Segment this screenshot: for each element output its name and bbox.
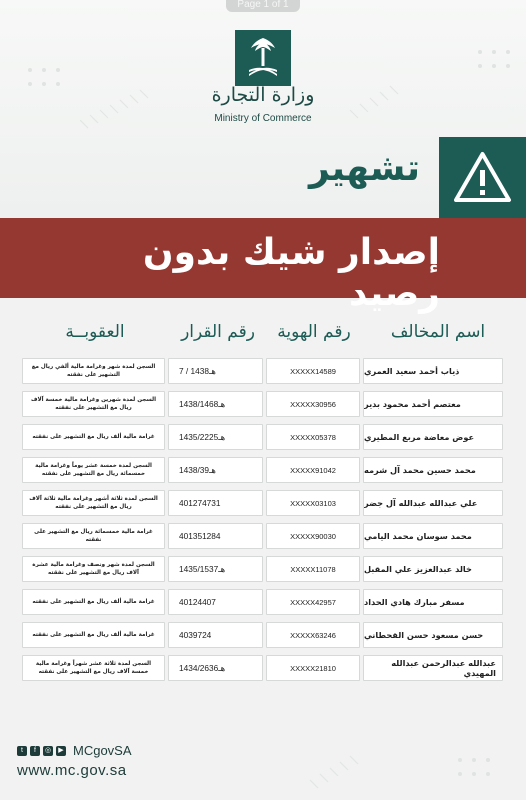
cell-decision: 1435/1537هـ — [168, 556, 263, 582]
cell-decision: 1434/2636هـ — [168, 655, 263, 681]
table-row — [0, 589, 526, 615]
table-row — [0, 556, 526, 582]
cell-id: XXXXX90030 — [266, 523, 360, 549]
header-id: رقم الهوية — [277, 322, 351, 342]
header-penalty: العقوبــة — [65, 322, 125, 342]
cell-name: محمد حسين محمد آل شرمه — [363, 457, 503, 483]
table-row — [0, 490, 526, 516]
cell-decision: 401274731 — [168, 490, 263, 516]
youtube-icon[interactable]: ▶ — [56, 746, 66, 756]
cell-decision: 401351284 — [168, 523, 263, 549]
cell-id: XXXXX91042 — [266, 457, 360, 483]
cell-penalty: السجن لمدة ثلاثة أشهر وغرامة مالية ثلاثة آلاف ريال مع التشهير على نفقته — [22, 490, 165, 516]
cell-name: ذياب أحمد سعيد العمري — [363, 358, 503, 384]
table-row — [0, 457, 526, 483]
cell-decision: 40124407 — [168, 589, 263, 615]
ministry-name-arabic: وزارة التجارة — [211, 84, 315, 106]
table-row — [0, 655, 526, 681]
section-title: تشهير — [308, 148, 420, 189]
cell-name: علي عبدالله عبدالله آل جضر — [363, 490, 503, 516]
decorative-dot-pattern-right — [330, 40, 526, 140]
cell-penalty: السجن لمدة شهر ونصف وغرامة مالية عشرة آلاف ريال مع التشهير على نفقته — [22, 556, 165, 582]
cell-id: XXXXX03103 — [266, 490, 360, 516]
cell-id: XXXXX05378 — [266, 424, 360, 450]
page-indicator: Page 1 of 1 — [226, 0, 300, 12]
cell-name: محمد سوسان محمد اليامي — [363, 523, 503, 549]
instagram-icon[interactable]: ◎ — [44, 746, 52, 754]
cell-id: XXXXX21810 — [266, 655, 360, 681]
ministry-name-english: Ministry of Commerce — [214, 113, 312, 124]
cell-name: حسن مسعود حسن القحطاني — [363, 622, 503, 648]
table-row — [0, 424, 526, 450]
violators-table — [0, 298, 526, 698]
cell-name: عبدالله عبدالرحمن عبدالله المهيدي — [363, 655, 503, 681]
cell-id: XXXXX11078 — [266, 556, 360, 582]
footer-pattern — [300, 720, 526, 800]
table-row — [0, 391, 526, 417]
cell-name: مسفر مبارك هادي الحداد — [363, 589, 503, 615]
cell-decision: 7 / 1438هـ — [168, 358, 263, 384]
cell-id: XXXXX14589 — [266, 358, 360, 384]
header-decision: رقم القرار — [181, 322, 255, 342]
cell-penalty: غرامة مالية خمسمائة ريال مع التشهير على نفقته — [22, 523, 165, 549]
cell-penalty: السجن لمدة خمسة عشر يوماً وغرامة مالية خمسمائة ريال مع التشهير على نفقته — [22, 457, 165, 483]
table-row — [0, 622, 526, 648]
cell-id: XXXXX63246 — [266, 622, 360, 648]
cell-name: خالد عبدالعزيز علي المقبل — [363, 556, 503, 582]
decorative-dot-pattern-left — [20, 60, 220, 150]
table-row — [0, 523, 526, 549]
headline: إصدار شيك بدون رصيد — [142, 232, 440, 314]
twitter-icon[interactable]: t — [17, 746, 27, 756]
cell-penalty: غرامة مالية ألف ريال مع التشهير على نفقته — [22, 424, 165, 450]
cell-decision: 1438/1468هـ — [168, 391, 263, 417]
cell-decision: 4039724 — [168, 622, 263, 648]
cell-decision: 1438/39هـ — [168, 457, 263, 483]
cell-penalty: السجن لمدة شهرين وغرامة مالية خمسة آلاف ريال مع التشهير على نفقته — [22, 391, 165, 417]
cell-penalty: السجن لمدة شهر وغرامة مالية ألفي ريال مع التشهير على نفقته — [22, 358, 165, 384]
cell-decision: 1435/2225هـ — [168, 424, 263, 450]
ministry-emblem-icon — [235, 30, 291, 86]
warning-icon — [439, 137, 526, 218]
cell-name: عوض معاضة مربع المطيري — [363, 424, 503, 450]
social-handle[interactable]: MCgovSA — [73, 743, 132, 758]
cell-id: XXXXX42957 — [266, 589, 360, 615]
social-links — [17, 743, 132, 758]
facebook-icon[interactable]: f — [30, 746, 40, 756]
warning-box — [439, 137, 526, 218]
cell-penalty: السجن لمدة ثلاثة عشر شهراً وغرامة مالية خمسة آلاف ريال مع التشهير على نفقته — [22, 655, 165, 681]
table-row — [0, 358, 526, 384]
website-link[interactable]: www.mc.gov.sa — [17, 762, 127, 779]
cell-penalty: غرامة مالية ألف ريال مع التشهير على نفقته — [22, 622, 165, 648]
cell-id: XXXXX30956 — [266, 391, 360, 417]
header-name: اسم المخالف — [390, 322, 486, 342]
cell-name: معتصم أحمد محمود بدير — [363, 391, 503, 417]
cell-penalty: غرامة مالية ألف ريال مع التشهير على نفقته — [22, 589, 165, 615]
